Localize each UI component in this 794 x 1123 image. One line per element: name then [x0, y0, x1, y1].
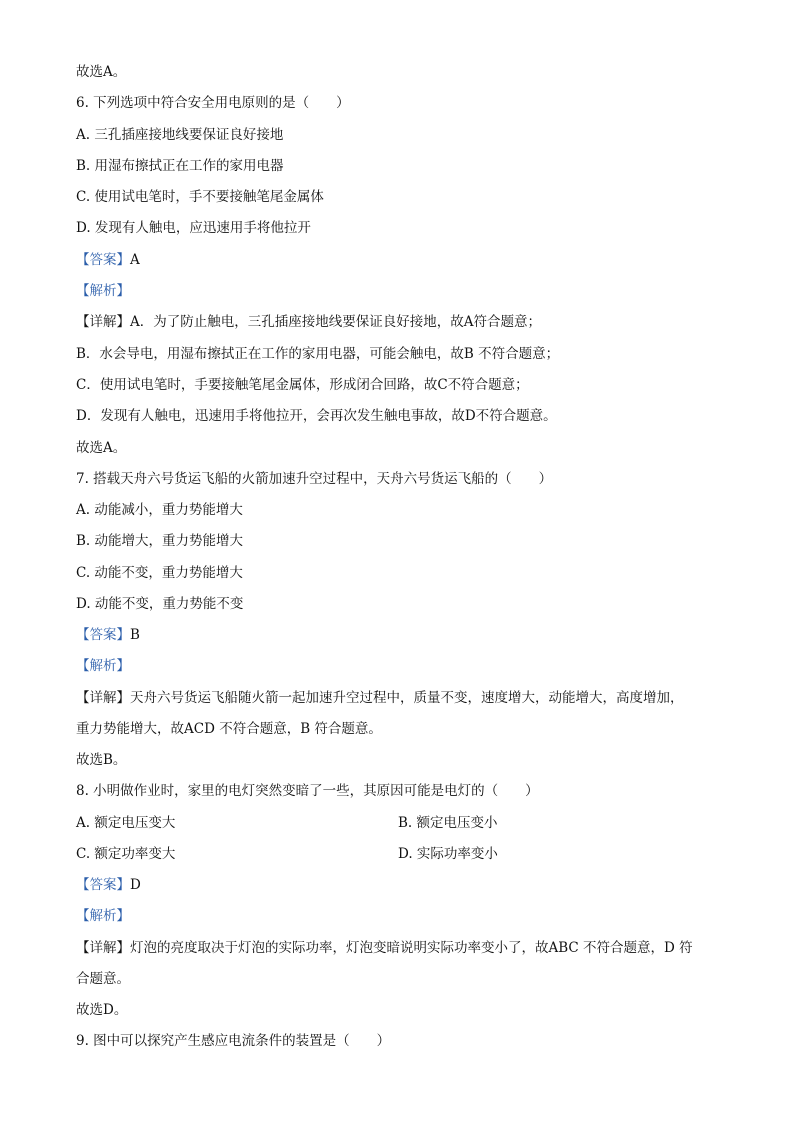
- q8-option-c: C. 额定功率变大: [76, 846, 176, 862]
- analysis-tag: 【解析】: [76, 658, 130, 674]
- answer-value: D: [130, 877, 141, 893]
- answer-tag: 【答案】: [76, 627, 130, 643]
- q6-answer: [76, 251, 718, 269]
- q7-analysis-tag: [76, 657, 718, 675]
- q7-option-c: C. 动能不变，重力势能增大: [76, 565, 243, 581]
- answer-tag: 【答案】: [76, 877, 130, 893]
- q7-detail-line-2: 重力势能增大，故ACD 不符合题意，B 符合题意。: [76, 721, 382, 737]
- q8-analysis-tag: [76, 907, 718, 925]
- analysis-tag: 【解析】: [76, 283, 130, 299]
- q6-analysis-tag: [76, 282, 718, 300]
- q6-detail-line-1: [76, 313, 718, 331]
- question-8-stem: 8. 小明做作业时，家里的电灯突然变暗了一些，其原因可能是电灯的（ ）: [76, 783, 539, 799]
- answer-tag: 【答案】: [76, 252, 130, 268]
- q7-option-b: B. 动能增大，重力势能增大: [76, 533, 244, 549]
- answer-value: B: [130, 627, 140, 643]
- detail-text: A．为了防止触电，三孔插座接地线要保证良好接地，故A符合题意；: [130, 314, 541, 330]
- q7-option-d: D. 动能不变，重力势能不变: [76, 596, 244, 612]
- question-9-stem: 9. 图中可以探究产生感应电流条件的装置是（ ）: [76, 1033, 391, 1049]
- q8-option-a: A. 额定电压变大: [76, 815, 176, 831]
- question-6-stem: 6. 下列选项中符合安全用电原则的是（ ）: [76, 95, 350, 111]
- q6-option-c: C. 使用试电笔时，手不要接触笔尾金属体: [76, 189, 324, 205]
- q8-detail-line-1: [76, 939, 718, 957]
- answer-value: A: [130, 252, 140, 268]
- q8-option-b: B. 额定电压变小: [398, 815, 498, 831]
- q8-option-d: D. 实际功率变小: [398, 846, 498, 862]
- q8-detail-line-2: 合题意。: [76, 971, 130, 987]
- q7-option-a: A. 动能减小，重力势能增大: [76, 502, 243, 518]
- q6-option-b: B. 用湿布擦拭正在工作的家用电器: [76, 158, 284, 174]
- q6-detail-line-4: D．发现有人触电，迅速用手将他拉开，会再次发生触电事故，故D不符合题意。: [76, 408, 557, 424]
- conclusion-text: 故选A。: [76, 64, 127, 80]
- q6-detail-line-2: B．水会导电，用湿布擦拭正在工作的家用电器，可能会触电，故B 不符合题意；: [76, 346, 560, 362]
- q7-detail-line-1: [76, 689, 718, 707]
- q8-answer: [76, 876, 718, 894]
- detail-tag: 【详解】: [76, 314, 130, 330]
- q6-detail-line-3: C．使用试电笔时，手要接触笔尾金属体，形成闭合回路，故C不符合题意；: [76, 377, 529, 393]
- detail-text: 灯泡的亮度取决于灯泡的实际功率，灯泡变暗说明实际功率变小了，故ABC 不符合题意，D 符: [130, 940, 693, 956]
- q8-conclusion: 故选D。: [76, 1002, 128, 1018]
- analysis-tag: 【解析】: [76, 908, 130, 924]
- question-7-stem: 7. 搭载天舟六号货运飞船的火箭加速升空过程中，天舟六号货运飞船的（ ）: [76, 471, 553, 487]
- q7-answer: [76, 626, 718, 644]
- detail-tag: 【详解】: [76, 690, 130, 706]
- q7-conclusion: 故选B。: [76, 752, 127, 768]
- q6-option-d: D. 发现有人触电，应迅速用手将他拉开: [76, 220, 311, 236]
- detail-text: 天舟六号货运飞船随火箭一起加速升空过程中，质量不变，速度增大，动能增大，高度增加，: [130, 690, 684, 706]
- q6-conclusion: 故选A。: [76, 440, 127, 456]
- detail-tag: 【详解】: [76, 940, 130, 956]
- q6-option-a: A. 三孔插座接地线要保证良好接地: [76, 127, 284, 143]
